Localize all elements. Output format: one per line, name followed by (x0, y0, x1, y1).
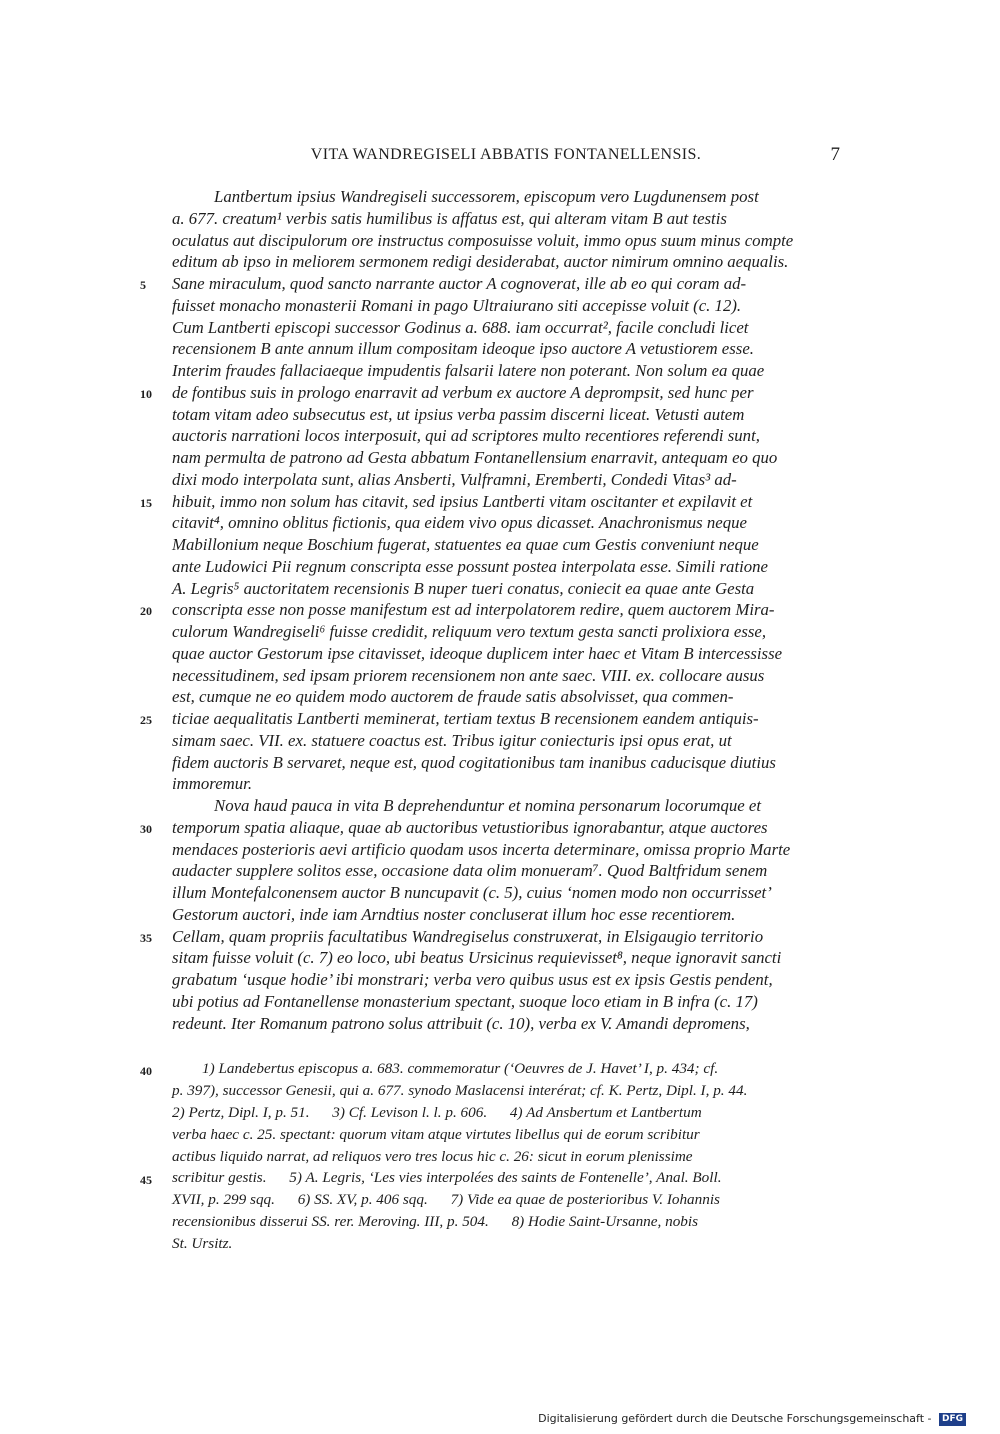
text-line: conscripta esse non posse manifestum est ad interpolatorem redire, quem auctorem Mira- (172, 600, 775, 620)
text-line: a. 677. creatum¹ verbis satis humilibus is affatus est, qui alteram vitam B aut testis (172, 208, 727, 228)
footnote-line: 2) Pertz, Dipl. I, p. 51. 3) Cf. Levison l. l. p. 606. 4) Ad Ansbertum et Lantbertum (172, 1103, 702, 1121)
text-line: Gestorum auctori, inde iam Arndtius noster concluserat illum hoc esse recentiorem. (172, 904, 736, 924)
line-number: 10 (140, 387, 152, 401)
line-number: 30 (140, 822, 152, 836)
text-line: culorum Wandregiseli⁶ fuisse credidit, reliquum vero textum gesta sancti prolixiora esse, (172, 622, 767, 641)
text-line: editum ab ipso in meliorem sermonem redigi desiderabat, auctor nimirum omnino aequalis. (172, 252, 789, 272)
text-line: fuisset monacho monasterii Romani in pago Ultraiurano siti accepisse voluit (c. 12). (172, 295, 742, 315)
footnote-line: actibus liquido narrat, ad reliquos vero tres locus hic c. 26: sicut in eorum plenissime (172, 1147, 693, 1165)
line-number: 25 (140, 713, 152, 727)
text-line: Sane miraculum, quod sancto narrante auctor A cognoverat, ille ab eo qui coram ad- (172, 274, 747, 293)
text-line: dixi modo interpolata sunt, alias Ansberti, Vulframni, Eremberti, Condedi Vitas³ ad- (172, 469, 737, 489)
running-title: VITA WANDREGISELI ABBATIS FONTANELLENSIS. (310, 146, 702, 163)
footnote-line: St. Ursitz. (172, 1235, 233, 1253)
credit-text: Digitalisierung gefördert durch die Deutsche Forschungsgemeinschaft - (538, 1412, 932, 1425)
text-line: simam saec. VII. ex. statuere coactus est. Tribus igitur coniecturis ipsi opus erat, ut (172, 730, 732, 750)
text-line: totam vitam adeo subsecutus est, ut ipsius verba passim discerni liceat. Vetusti autem (172, 404, 745, 424)
text-line: quae auctor Gestorum ipse citavisset, ideoque duplicem inter haec et Vitam B intercessisse (172, 643, 783, 663)
text-line: hibuit, immo non solum has citavit, sed ipsius Lantberti vitam oscitanter et expilavit et (172, 491, 753, 511)
page-number: 7 (830, 144, 840, 165)
footnotes (172, 1058, 842, 1255)
line-number: 5 (140, 278, 146, 292)
line-number: 20 (140, 604, 152, 618)
text-line: recensionem B ante annum illum compositam ideoque ipso auctore A vetustiorem esse. (172, 339, 754, 359)
footnote-line: p. 397), successor Genesii, qui a. 677. synodo Maslacensi interérat; cf. K. Pertz, Dipl. I, p. 44. (172, 1081, 748, 1099)
text-line: mendaces posterioris aevi artificio quodam usos incerta determinare, omissa proprio Marte (172, 839, 791, 859)
footnote-line: scribitur gestis. 5) A. Legris, ‘Les vies interpolées des saints de Fontenelle’, Anal. Boll. (172, 1169, 722, 1187)
text-line: ubi potius ad Fontanellense monasterium spectant, suoque loco etiam in B infra (c. 17) (172, 991, 758, 1011)
text-line: est, cumque ne eo quidem modo auctorem de fraude satis absolvisset, qua commen- (172, 687, 734, 707)
line-number: 45 (140, 1173, 152, 1187)
text-line: Lantbertum ipsius Wandregiseli successorem, episcopum vero Lugdunensem post (214, 187, 759, 206)
text-line: A. Legris⁵ auctoritatem recensionis B nuper tueri conatus, coniecit ea quae ante Gesta (172, 578, 755, 598)
digitization-credit (538, 1412, 966, 1426)
text-line: oculatus aut discipulorum ore instructus composuisse voluit, immo opus suum minus compte (172, 230, 794, 250)
text-line: immoremur. (172, 774, 253, 794)
text-line: Cellam, quam propriis facultatibus Wandregiselus construxerat, in Elsigaugio territorio (172, 926, 764, 946)
text-line: sitam fuisse voluit (c. 7) eo loco, ubi beatus Ursicinus requievisset⁸, neque ignoravit sancti (172, 948, 782, 968)
text-line: auctoris narrationi locos interposuit, qui ad scriptores multo recentiores referendi sunt, (172, 426, 760, 446)
dfg-logo: DFG (939, 1413, 966, 1426)
footnote-line: verba haec c. 25. spectant: quorum vitam atque virtutes libellus qui de eorum scribitur (172, 1125, 700, 1143)
text-line: grabatum ‘usque hodie’ ibi monstrari; verba vero quibus usus est ex ipsis Gestis pendent, (172, 970, 773, 989)
line-number: 35 (140, 931, 152, 945)
line-number: 40 (140, 1064, 152, 1078)
text-line: Interim fraudes fallaciaeque impudentis falsarii latere non poterant. Non solum ea quae (172, 361, 765, 380)
text-line: audacter supplere solitos esse, occasione data olim monueram⁷. Quod Baltfridum senem (172, 861, 768, 881)
line-number: 15 (140, 496, 152, 510)
text-line: citavit⁴, omnino oblitus fictionis, qua eidem vivo opus dicasset. Anachronismus neque (172, 513, 747, 533)
footnote-line: 1) Landebertus episcopus a. 683. commemoratur (‘Oeuvres de J. Havet’ I, p. 434; cf. (202, 1060, 719, 1077)
text-line: illum Montefalconensem auctor B nuncupavit (c. 5), cuius ‘nomen modo non occurrisset’ (172, 883, 772, 902)
main-text (172, 186, 842, 1034)
text-line: temporum spatia aliaque, quae ab auctoribus vetustioribus ignorabantur, atque auctores (172, 817, 768, 837)
text-line: ante Ludowici Pii regnum conscripta esse possunt postea interpolata esse. Simili ratione (172, 556, 769, 576)
text-line: Nova haud pauca in vita B deprehenduntur et nomina personarum locorumque et (214, 796, 762, 815)
text-line: ticiae aequalitatis Lantberti meminerat, tertiam textus B recensionem eandem antiquis- (172, 709, 759, 728)
text-line: fidem auctoris B servaret, neque est, quod cogitationibus tam inanibus caducisque diutius (172, 752, 776, 772)
text-line: necessitudinem, sed ipsam priorem recensionem non ante saec. VIII. ex. collocare ausus (172, 665, 765, 685)
text-line: de fontibus suis in prologo enarravit ad verbum ex auctore A deprompsit, sed hunc per (172, 382, 754, 402)
text-line: Mabillonium neque Boschium fugerat, statuentes ea quae cum Gestis conveniunt neque (172, 535, 759, 554)
text-line: nam permulta de patrono ad Gesta abbatum Fontanellensium enarravit, antequam eo quo (172, 448, 778, 467)
text-line: Cum Lantberti episcopi successor Godinus a. 688. iam occurrat², facile concludi licet (172, 317, 749, 337)
footnote-line: XVII, p. 299 sqq. 6) SS. XV, p. 406 sqq. 7) Vide ea quae de posterioribus V. Iohannis (172, 1191, 720, 1209)
text-line: redeunt. Iter Romanum patrono solus attribuit (c. 10), verba ex V. Amandi depromens, (172, 1013, 750, 1033)
footnote-line: recensionibus disserui SS. rer. Meroving. III, p. 504. 8) Hodie Saint-Ursanne, nobis (172, 1213, 699, 1231)
running-header (170, 146, 842, 170)
